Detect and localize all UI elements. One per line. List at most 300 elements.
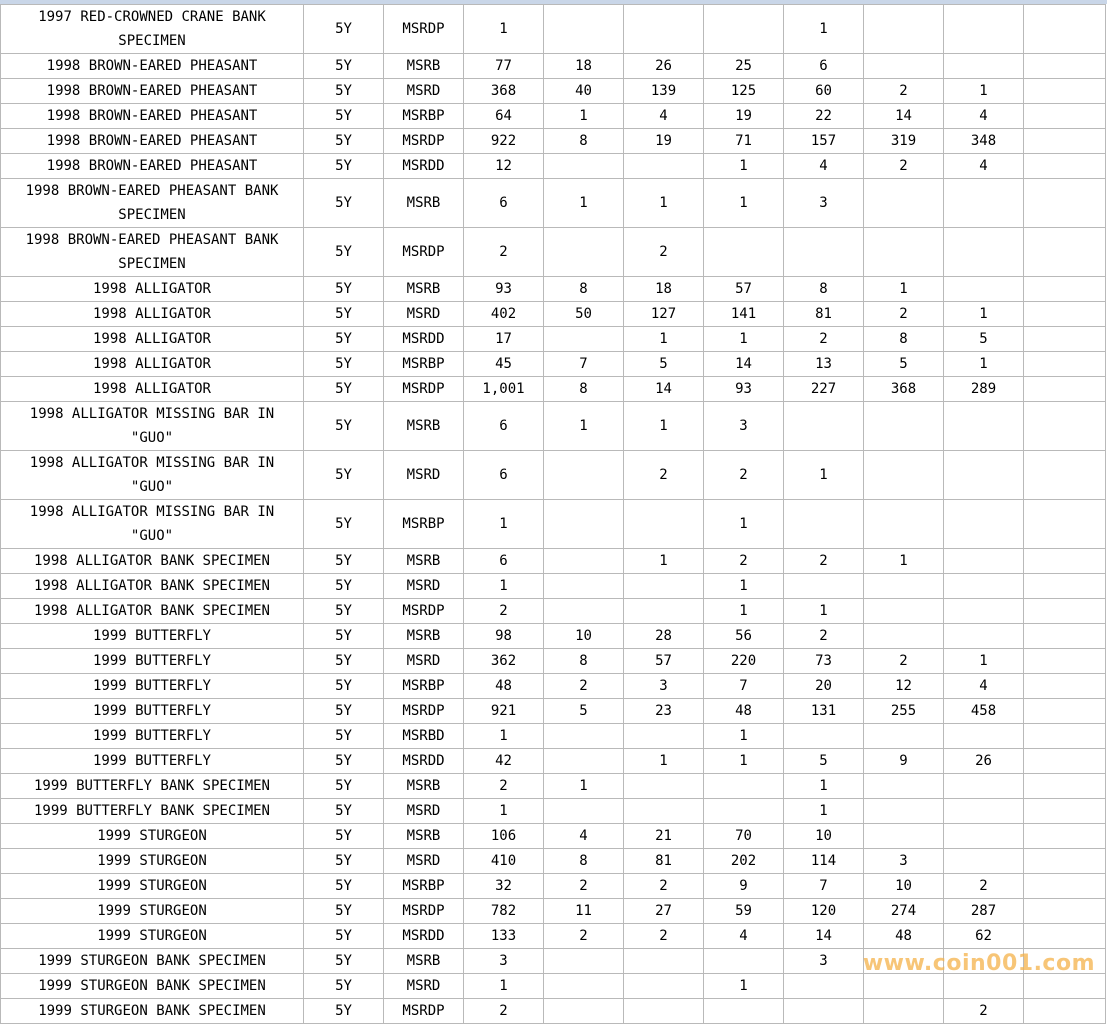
cell-denomination[interactable]: 5Y [304,749,384,774]
cell-grade-4[interactable] [784,974,864,999]
cell-grade-1[interactable] [544,974,624,999]
cell-grade-3[interactable] [704,5,784,54]
cell-issue-name[interactable]: 1999 STURGEON [1,899,304,924]
table-row[interactable] [1,699,1106,724]
cell-denomination[interactable]: 5Y [304,79,384,104]
cell-total[interactable]: 1 [464,799,544,824]
cell-grade-3[interactable]: 1 [704,179,784,228]
cell-grade-2[interactable] [624,724,704,749]
cell-denomination[interactable]: 5Y [304,402,384,451]
cell-total[interactable]: 1,001 [464,377,544,402]
cell-issue-name[interactable]: 1998 ALLIGATOR MISSING BAR IN "GUO" [1,402,304,451]
cell-issue-name[interactable]: 1997 RED-CROWNED CRANE BANK SPECIMEN [1,5,304,54]
cell-grade-7[interactable] [1024,5,1106,54]
cell-grade-type[interactable]: MSRD [384,451,464,500]
cell-issue-name[interactable]: 1998 BROWN-EARED PHEASANT BANK SPECIMEN [1,179,304,228]
table-row[interactable] [1,999,1106,1024]
cell-issue-name[interactable]: 1998 BROWN-EARED PHEASANT [1,104,304,129]
cell-issue-name[interactable]: 1999 STURGEON BANK SPECIMEN [1,974,304,999]
cell-grade-1[interactable] [544,574,624,599]
cell-grade-6[interactable] [944,5,1024,54]
cell-denomination[interactable]: 5Y [304,574,384,599]
cell-issue-name[interactable]: 1998 BROWN-EARED PHEASANT [1,154,304,179]
cell-grade-2[interactable]: 1 [624,402,704,451]
cell-grade-7[interactable] [1024,352,1106,377]
cell-total[interactable]: 2 [464,774,544,799]
cell-issue-name[interactable]: 1998 ALLIGATOR MISSING BAR IN "GUO" [1,451,304,500]
cell-grade-2[interactable]: 18 [624,277,704,302]
cell-grade-4[interactable] [784,999,864,1024]
cell-grade-5[interactable] [864,824,944,849]
cell-grade-6[interactable]: 4 [944,674,1024,699]
cell-grade-7[interactable] [1024,924,1106,949]
table-row[interactable] [1,574,1106,599]
table-row[interactable] [1,949,1106,974]
cell-grade-7[interactable] [1024,599,1106,624]
cell-grade-5[interactable] [864,974,944,999]
cell-denomination[interactable]: 5Y [304,999,384,1024]
cell-grade-1[interactable] [544,154,624,179]
cell-grade-3[interactable]: 3 [704,402,784,451]
cell-denomination[interactable]: 5Y [304,352,384,377]
cell-grade-3[interactable]: 2 [704,451,784,500]
table-row[interactable] [1,774,1106,799]
cell-grade-7[interactable] [1024,302,1106,327]
table-row[interactable] [1,749,1106,774]
cell-grade-2[interactable]: 26 [624,54,704,79]
cell-denomination[interactable]: 5Y [304,228,384,277]
cell-grade-3[interactable]: 7 [704,674,784,699]
cell-grade-7[interactable] [1024,774,1106,799]
cell-grade-4[interactable] [784,500,864,549]
cell-grade-2[interactable]: 5 [624,352,704,377]
cell-grade-type[interactable]: MSRD [384,302,464,327]
cell-grade-2[interactable]: 28 [624,624,704,649]
cell-grade-5[interactable] [864,54,944,79]
cell-total[interactable]: 6 [464,402,544,451]
cell-total[interactable]: 133 [464,924,544,949]
cell-grade-6[interactable]: 2 [944,874,1024,899]
cell-grade-1[interactable]: 8 [544,277,624,302]
cell-grade-5[interactable]: 2 [864,154,944,179]
cell-grade-7[interactable] [1024,451,1106,500]
cell-grade-2[interactable]: 23 [624,699,704,724]
cell-grade-3[interactable]: 19 [704,104,784,129]
cell-grade-2[interactable] [624,799,704,824]
cell-grade-6[interactable] [944,500,1024,549]
cell-grade-7[interactable] [1024,129,1106,154]
cell-denomination[interactable]: 5Y [304,154,384,179]
cell-denomination[interactable]: 5Y [304,649,384,674]
cell-grade-4[interactable] [784,228,864,277]
cell-grade-6[interactable]: 62 [944,924,1024,949]
cell-issue-name[interactable]: 1998 ALLIGATOR [1,377,304,402]
cell-denomination[interactable]: 5Y [304,924,384,949]
cell-grade-5[interactable] [864,451,944,500]
cell-grade-2[interactable] [624,999,704,1024]
cell-denomination[interactable]: 5Y [304,724,384,749]
cell-grade-type[interactable]: MSRDP [384,899,464,924]
cell-grade-7[interactable] [1024,549,1106,574]
cell-grade-4[interactable] [784,574,864,599]
cell-issue-name[interactable]: 1998 ALLIGATOR BANK SPECIMEN [1,574,304,599]
cell-total[interactable]: 921 [464,699,544,724]
cell-grade-4[interactable]: 3 [784,179,864,228]
cell-denomination[interactable]: 5Y [304,899,384,924]
cell-grade-2[interactable] [624,154,704,179]
cell-grade-4[interactable]: 2 [784,549,864,574]
cell-grade-3[interactable] [704,774,784,799]
cell-grade-5[interactable]: 368 [864,377,944,402]
cell-grade-4[interactable]: 4 [784,154,864,179]
cell-grade-3[interactable]: 202 [704,849,784,874]
cell-grade-type[interactable]: MSRB [384,54,464,79]
cell-total[interactable]: 42 [464,749,544,774]
cell-total[interactable]: 6 [464,179,544,228]
cell-grade-type[interactable]: MSRBP [384,874,464,899]
cell-grade-2[interactable]: 81 [624,849,704,874]
cell-grade-type[interactable]: MSRB [384,277,464,302]
cell-grade-type[interactable]: MSRDP [384,228,464,277]
cell-grade-6[interactable] [944,228,1024,277]
cell-grade-3[interactable]: 220 [704,649,784,674]
cell-denomination[interactable]: 5Y [304,849,384,874]
cell-grade-5[interactable] [864,179,944,228]
cell-grade-2[interactable] [624,5,704,54]
cell-grade-4[interactable]: 2 [784,327,864,352]
cell-grade-2[interactable] [624,774,704,799]
cell-grade-2[interactable] [624,949,704,974]
cell-denomination[interactable]: 5Y [304,949,384,974]
cell-grade-6[interactable]: 1 [944,649,1024,674]
cell-grade-7[interactable] [1024,974,1106,999]
cell-grade-6[interactable]: 458 [944,699,1024,724]
cell-grade-3[interactable]: 1 [704,154,784,179]
cell-grade-3[interactable]: 93 [704,377,784,402]
cell-total[interactable]: 1 [464,574,544,599]
cell-grade-6[interactable]: 348 [944,129,1024,154]
cell-grade-type[interactable]: MSRDP [384,599,464,624]
cell-grade-1[interactable] [544,724,624,749]
table-row[interactable] [1,154,1106,179]
cell-issue-name[interactable]: 1998 ALLIGATOR [1,302,304,327]
cell-grade-2[interactable]: 14 [624,377,704,402]
cell-total[interactable]: 1 [464,5,544,54]
cell-grade-type[interactable]: MSRBD [384,724,464,749]
cell-grade-type[interactable]: MSRD [384,974,464,999]
cell-grade-6[interactable] [944,277,1024,302]
cell-grade-4[interactable]: 6 [784,54,864,79]
cell-denomination[interactable]: 5Y [304,377,384,402]
cell-grade-7[interactable] [1024,228,1106,277]
cell-grade-3[interactable]: 48 [704,699,784,724]
cell-grade-6[interactable] [944,402,1024,451]
cell-grade-5[interactable] [864,724,944,749]
cell-grade-7[interactable] [1024,402,1106,451]
cell-grade-type[interactable]: MSRDP [384,5,464,54]
cell-grade-3[interactable]: 9 [704,874,784,899]
cell-issue-name[interactable]: 1999 BUTTERFLY [1,699,304,724]
cell-total[interactable]: 2 [464,599,544,624]
table-row[interactable] [1,849,1106,874]
cell-total[interactable]: 2 [464,228,544,277]
cell-total[interactable]: 6 [464,451,544,500]
table-row[interactable] [1,599,1106,624]
cell-grade-2[interactable]: 27 [624,899,704,924]
cell-grade-5[interactable]: 2 [864,649,944,674]
cell-grade-4[interactable]: 14 [784,924,864,949]
cell-grade-7[interactable] [1024,154,1106,179]
cell-grade-6[interactable]: 1 [944,302,1024,327]
cell-grade-6[interactable]: 289 [944,377,1024,402]
cell-grade-5[interactable]: 14 [864,104,944,129]
cell-grade-6[interactable] [944,54,1024,79]
cell-grade-3[interactable]: 59 [704,899,784,924]
table-row[interactable] [1,228,1106,277]
cell-grade-5[interactable]: 8 [864,327,944,352]
cell-grade-4[interactable]: 157 [784,129,864,154]
cell-total[interactable]: 1 [464,974,544,999]
cell-grade-6[interactable] [944,549,1024,574]
cell-total[interactable]: 782 [464,899,544,924]
cell-grade-6[interactable] [944,974,1024,999]
cell-grade-1[interactable]: 11 [544,899,624,924]
cell-grade-type[interactable]: MSRB [384,402,464,451]
cell-grade-2[interactable]: 3 [624,674,704,699]
cell-grade-3[interactable]: 141 [704,302,784,327]
table-row[interactable] [1,924,1106,949]
cell-grade-2[interactable] [624,500,704,549]
cell-grade-3[interactable] [704,799,784,824]
cell-grade-type[interactable]: MSRB [384,624,464,649]
table-row[interactable] [1,799,1106,824]
cell-grade-1[interactable] [544,949,624,974]
cell-total[interactable]: 2 [464,999,544,1024]
cell-grade-3[interactable] [704,228,784,277]
cell-grade-1[interactable] [544,999,624,1024]
cell-grade-type[interactable]: MSRDP [384,999,464,1024]
cell-denomination[interactable]: 5Y [304,179,384,228]
cell-grade-6[interactable] [944,799,1024,824]
cell-grade-1[interactable]: 40 [544,79,624,104]
cell-grade-7[interactable] [1024,799,1106,824]
cell-grade-5[interactable]: 12 [864,674,944,699]
cell-grade-1[interactable]: 1 [544,104,624,129]
cell-grade-4[interactable]: 1 [784,774,864,799]
cell-grade-3[interactable]: 1 [704,974,784,999]
cell-grade-5[interactable] [864,624,944,649]
cell-total[interactable]: 32 [464,874,544,899]
cell-grade-7[interactable] [1024,327,1106,352]
cell-total[interactable]: 64 [464,104,544,129]
cell-issue-name[interactable]: 1998 ALLIGATOR [1,327,304,352]
cell-grade-6[interactable]: 5 [944,327,1024,352]
table-row[interactable] [1,451,1106,500]
cell-grade-4[interactable] [784,402,864,451]
cell-grade-3[interactable]: 1 [704,500,784,549]
table-row[interactable] [1,377,1106,402]
cell-grade-3[interactable]: 25 [704,54,784,79]
cell-grade-type[interactable]: MSRDP [384,129,464,154]
cell-grade-2[interactable]: 1 [624,179,704,228]
cell-denomination[interactable]: 5Y [304,5,384,54]
cell-issue-name[interactable]: 1999 BUTTERFLY [1,749,304,774]
cell-issue-name[interactable]: 1999 STURGEON BANK SPECIMEN [1,949,304,974]
cell-grade-type[interactable]: MSRBP [384,674,464,699]
cell-grade-5[interactable] [864,228,944,277]
cell-grade-7[interactable] [1024,377,1106,402]
cell-grade-type[interactable]: MSRD [384,649,464,674]
cell-grade-4[interactable]: 120 [784,899,864,924]
cell-grade-6[interactable]: 2 [944,999,1024,1024]
cell-grade-2[interactable]: 19 [624,129,704,154]
cell-grade-2[interactable]: 21 [624,824,704,849]
cell-grade-type[interactable]: MSRB [384,549,464,574]
cell-grade-1[interactable]: 2 [544,924,624,949]
cell-grade-7[interactable] [1024,949,1106,974]
cell-grade-3[interactable]: 71 [704,129,784,154]
cell-grade-7[interactable] [1024,574,1106,599]
cell-issue-name[interactable]: 1998 BROWN-EARED PHEASANT [1,54,304,79]
cell-issue-name[interactable]: 1998 ALLIGATOR [1,352,304,377]
table-row[interactable] [1,549,1106,574]
cell-total[interactable]: 6 [464,549,544,574]
cell-grade-4[interactable]: 114 [784,849,864,874]
cell-grade-1[interactable] [544,549,624,574]
cell-grade-7[interactable] [1024,674,1106,699]
cell-grade-4[interactable]: 3 [784,949,864,974]
cell-grade-type[interactable]: MSRD [384,799,464,824]
cell-grade-6[interactable]: 287 [944,899,1024,924]
cell-grade-4[interactable]: 13 [784,352,864,377]
cell-grade-6[interactable] [944,824,1024,849]
cell-grade-1[interactable] [544,749,624,774]
cell-total[interactable]: 45 [464,352,544,377]
cell-grade-7[interactable] [1024,824,1106,849]
cell-grade-4[interactable]: 7 [784,874,864,899]
cell-grade-5[interactable]: 255 [864,699,944,724]
cell-grade-6[interactable] [944,849,1024,874]
cell-issue-name[interactable]: 1998 BROWN-EARED PHEASANT [1,129,304,154]
cell-grade-7[interactable] [1024,899,1106,924]
cell-issue-name[interactable]: 1999 BUTTERFLY [1,649,304,674]
cell-grade-1[interactable]: 2 [544,874,624,899]
table-row[interactable] [1,352,1106,377]
cell-grade-1[interactable] [544,327,624,352]
cell-grade-type[interactable]: MSRBP [384,352,464,377]
cell-grade-1[interactable] [544,500,624,549]
cell-grade-type[interactable]: MSRB [384,949,464,974]
cell-grade-7[interactable] [1024,724,1106,749]
cell-grade-2[interactable]: 4 [624,104,704,129]
cell-grade-7[interactable] [1024,849,1106,874]
cell-issue-name[interactable]: 1999 STURGEON BANK SPECIMEN [1,999,304,1024]
cell-grade-4[interactable]: 20 [784,674,864,699]
cell-grade-5[interactable] [864,949,944,974]
cell-grade-2[interactable]: 139 [624,79,704,104]
cell-grade-4[interactable]: 5 [784,749,864,774]
cell-grade-7[interactable] [1024,277,1106,302]
cell-grade-2[interactable]: 2 [624,228,704,277]
cell-grade-6[interactable] [944,724,1024,749]
cell-grade-4[interactable]: 60 [784,79,864,104]
cell-grade-6[interactable] [944,624,1024,649]
table-row[interactable] [1,327,1106,352]
cell-grade-6[interactable] [944,179,1024,228]
cell-grade-3[interactable]: 1 [704,574,784,599]
cell-grade-1[interactable]: 8 [544,649,624,674]
cell-grade-6[interactable]: 26 [944,749,1024,774]
cell-grade-6[interactable]: 1 [944,79,1024,104]
cell-grade-4[interactable]: 227 [784,377,864,402]
cell-grade-1[interactable]: 18 [544,54,624,79]
cell-grade-2[interactable] [624,574,704,599]
cell-total[interactable]: 410 [464,849,544,874]
table-row[interactable] [1,5,1106,54]
table-row[interactable] [1,402,1106,451]
table-row[interactable] [1,874,1106,899]
cell-total[interactable]: 1 [464,724,544,749]
cell-grade-1[interactable]: 1 [544,774,624,799]
cell-grade-2[interactable]: 1 [624,749,704,774]
cell-grade-3[interactable]: 1 [704,599,784,624]
table-row[interactable] [1,500,1106,549]
cell-grade-7[interactable] [1024,749,1106,774]
cell-grade-5[interactable]: 10 [864,874,944,899]
cell-grade-4[interactable]: 10 [784,824,864,849]
cell-grade-6[interactable]: 1 [944,352,1024,377]
cell-grade-3[interactable]: 1 [704,327,784,352]
table-row[interactable] [1,649,1106,674]
cell-total[interactable]: 98 [464,624,544,649]
cell-issue-name[interactable]: 1999 BUTTERFLY [1,674,304,699]
cell-grade-6[interactable] [944,574,1024,599]
cell-denomination[interactable]: 5Y [304,54,384,79]
cell-grade-1[interactable]: 8 [544,129,624,154]
cell-grade-4[interactable]: 1 [784,799,864,824]
cell-grade-2[interactable] [624,599,704,624]
cell-grade-2[interactable]: 1 [624,327,704,352]
cell-grade-1[interactable]: 4 [544,824,624,849]
cell-grade-type[interactable]: MSRBP [384,500,464,549]
cell-grade-6[interactable] [944,949,1024,974]
table-row[interactable] [1,302,1106,327]
cell-issue-name[interactable]: 1999 BUTTERFLY [1,624,304,649]
cell-issue-name[interactable]: 1998 BROWN-EARED PHEASANT BANK SPECIMEN [1,228,304,277]
cell-grade-5[interactable] [864,574,944,599]
cell-denomination[interactable]: 5Y [304,327,384,352]
cell-grade-3[interactable]: 57 [704,277,784,302]
cell-issue-name[interactable]: 1999 STURGEON [1,824,304,849]
cell-issue-name[interactable]: 1998 ALLIGATOR [1,277,304,302]
cell-grade-5[interactable]: 2 [864,79,944,104]
cell-denomination[interactable]: 5Y [304,624,384,649]
cell-grade-3[interactable]: 14 [704,352,784,377]
cell-grade-1[interactable]: 10 [544,624,624,649]
cell-grade-5[interactable] [864,599,944,624]
cell-grade-3[interactable] [704,999,784,1024]
cell-total[interactable]: 402 [464,302,544,327]
cell-grade-3[interactable]: 1 [704,749,784,774]
cell-grade-2[interactable]: 2 [624,924,704,949]
cell-grade-1[interactable]: 1 [544,179,624,228]
cell-issue-name[interactable]: 1999 STURGEON [1,874,304,899]
cell-grade-3[interactable]: 70 [704,824,784,849]
cell-total[interactable]: 93 [464,277,544,302]
table-row[interactable] [1,104,1106,129]
cell-grade-1[interactable] [544,5,624,54]
cell-grade-1[interactable]: 2 [544,674,624,699]
